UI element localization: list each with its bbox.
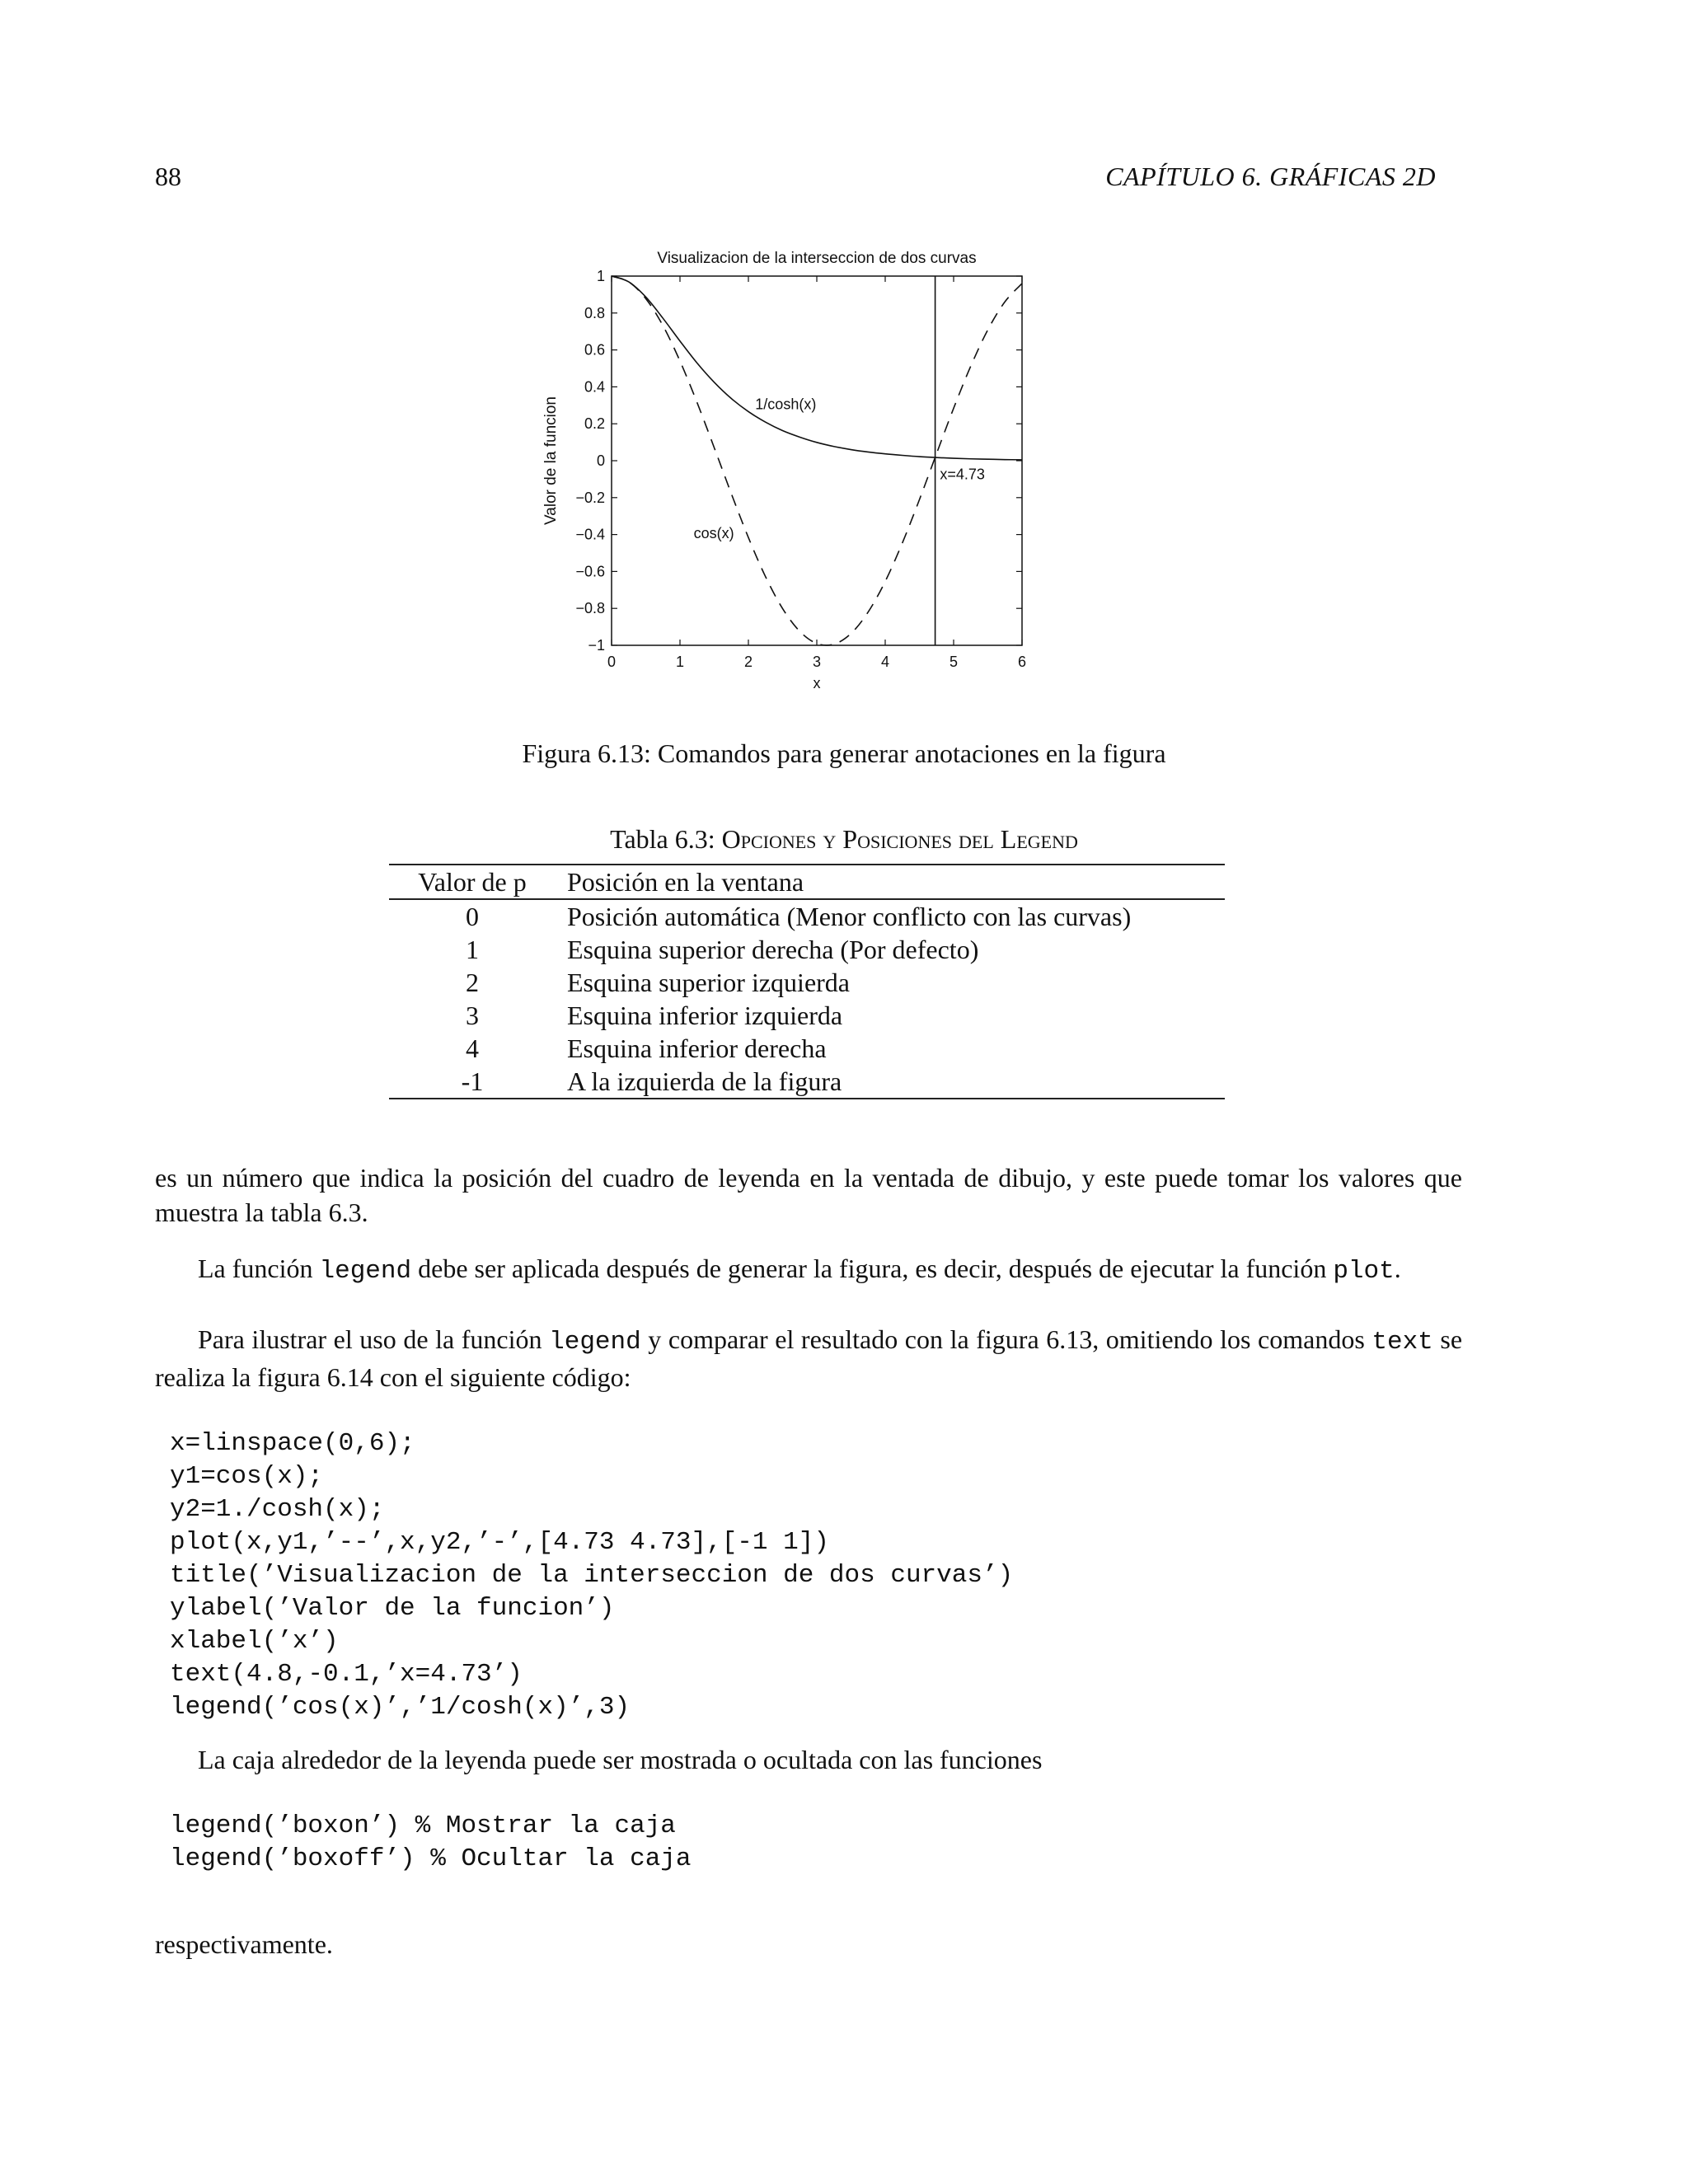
- y-tick-label: −1: [588, 637, 605, 654]
- x-tick-label: 6: [1017, 654, 1027, 670]
- table-header-cell: Valor de p: [418, 867, 527, 897]
- table-header-row: [389, 865, 1225, 899]
- x-tick-label: 2: [743, 654, 753, 670]
- inline-code-text: text: [1372, 1328, 1433, 1357]
- paragraph-2-text: .: [1394, 1254, 1401, 1283]
- chart-annotation: 1/cosh(x): [755, 396, 817, 413]
- y-tick-label: 0.8: [584, 304, 605, 321]
- intersection-chart: [528, 239, 1088, 709]
- table-cell: Esquina inferior izquierda: [567, 1001, 843, 1030]
- table-row: [389, 1032, 1225, 1065]
- table-row: [389, 899, 1225, 933]
- y-tick-label: 0.2: [584, 415, 605, 433]
- paragraph-3-text: Para ilustrar el uso de la función: [198, 1324, 550, 1354]
- y-tick-label: −0.4: [575, 526, 605, 543]
- code-block-legend-box: legend(’boxon’) % Mostrar la caja legend(’boxoff’) % Ocultar la caja: [170, 1811, 692, 1873]
- x-axis-label: x: [813, 675, 821, 691]
- paragraph-3-text: se realiza la figura 6.14 con el siguiente código:: [155, 1324, 1463, 1392]
- table-cell: Esquina inferior derecha: [567, 1033, 827, 1063]
- table-cell: Posición automática (Menor conflicto con las curvas): [567, 902, 1132, 931]
- paragraph-2: [155, 1251, 1462, 1289]
- paragraph-2-text: debe ser aplicada después de generar la figura, es decir, después de ejecutar la función: [411, 1254, 1334, 1283]
- sech-series-line: [612, 276, 1022, 460]
- page-number: 88: [155, 162, 181, 191]
- inline-code-plot: plot: [1333, 1257, 1395, 1286]
- table-cell: Esquina superior izquierda: [567, 968, 850, 997]
- paragraph-3: [155, 1322, 1462, 1394]
- chart-title: Visualizacion de la interseccion de dos curvas: [657, 250, 977, 267]
- table-row: [389, 933, 1225, 966]
- code-block-plot: x=linspace(0,6); y1=cos(x); y2=1./cosh(x); plot(x,y1,’--’,x,y2,’-’,[4.73 4.73],[-1 1]) title(’Visualizacion de la interseccion de dos curvas’) ylabel(’Valor de la funcion’) xlabel(’x’) text(4.8,-0.1,’x=4.73’) legend(’cos(x)’,’1/cosh(x)’,3): [170, 1429, 1014, 1722]
- paragraph-3-text: y comparar el resultado con la figura 6.13, omitiendo los comandos: [640, 1324, 1372, 1354]
- legend-options-table: [389, 864, 1225, 1099]
- paragraph-4: La caja alrededor de la leyenda puede ser mostrada o ocultada con las funciones: [198, 1745, 1043, 1774]
- inline-code-legend: legend: [319, 1257, 412, 1286]
- paragraph-2-text: La función: [198, 1254, 320, 1283]
- x-tick-label: 5: [949, 654, 959, 670]
- table-cell: 3: [466, 1001, 479, 1030]
- x-tick-label: 3: [812, 654, 822, 670]
- table-cell: 0: [466, 902, 479, 931]
- table-cell: -1: [461, 1066, 484, 1096]
- y-tick-label: −0.6: [575, 563, 605, 580]
- paragraph-5: respectivamente.: [155, 1929, 333, 1959]
- inline-code-legend: legend: [549, 1328, 641, 1357]
- table-title-prefix: Tabla 6.3:: [610, 824, 722, 854]
- x-tick-label: 4: [880, 654, 890, 670]
- table-cell: Esquina superior derecha (Por defecto): [567, 935, 979, 964]
- y-axis-label: Valor de la funcion: [542, 396, 560, 525]
- chapter-title: CAPÍTULO 6. GRÁFICAS 2D: [1105, 162, 1436, 191]
- figure-caption: Figura 6.13: Comandos para generar anotaciones en la figura: [522, 738, 1166, 768]
- chart-annotation: x=4.73: [940, 466, 985, 483]
- paragraph-1: es un número que indica la posición del cuadro de leyenda en la ventada de dibujo, y este puede tomar los valores que muestra la tabla 6.3.: [155, 1163, 1462, 1227]
- table-cell: 1: [466, 935, 479, 964]
- y-tick-label: −0.2: [575, 489, 605, 506]
- table-title-smallcaps: Opciones y Posiciones del Legend: [721, 824, 1078, 854]
- table-title: [0, 824, 1688, 855]
- y-tick-label: 1: [596, 268, 605, 284]
- table-header-cell: Posición en la ventana: [567, 867, 804, 897]
- chart-annotation: cos(x): [693, 525, 734, 542]
- plot-layer: [542, 250, 1026, 691]
- y-tick-label: 0.6: [584, 341, 605, 359]
- y-tick-label: 0.4: [584, 378, 605, 396]
- y-tick-label: −0.8: [575, 600, 605, 617]
- y-tick-label: 0: [596, 452, 605, 469]
- table-cell: A la izquierda de la figura: [567, 1066, 842, 1096]
- x-tick-label: 1: [675, 654, 685, 670]
- x-tick-label: 0: [607, 654, 617, 670]
- table-row: [389, 1065, 1225, 1099]
- table-row: [389, 999, 1225, 1032]
- table-row: [389, 966, 1225, 999]
- table-cell: 2: [466, 968, 479, 997]
- table-cell: 4: [466, 1033, 479, 1063]
